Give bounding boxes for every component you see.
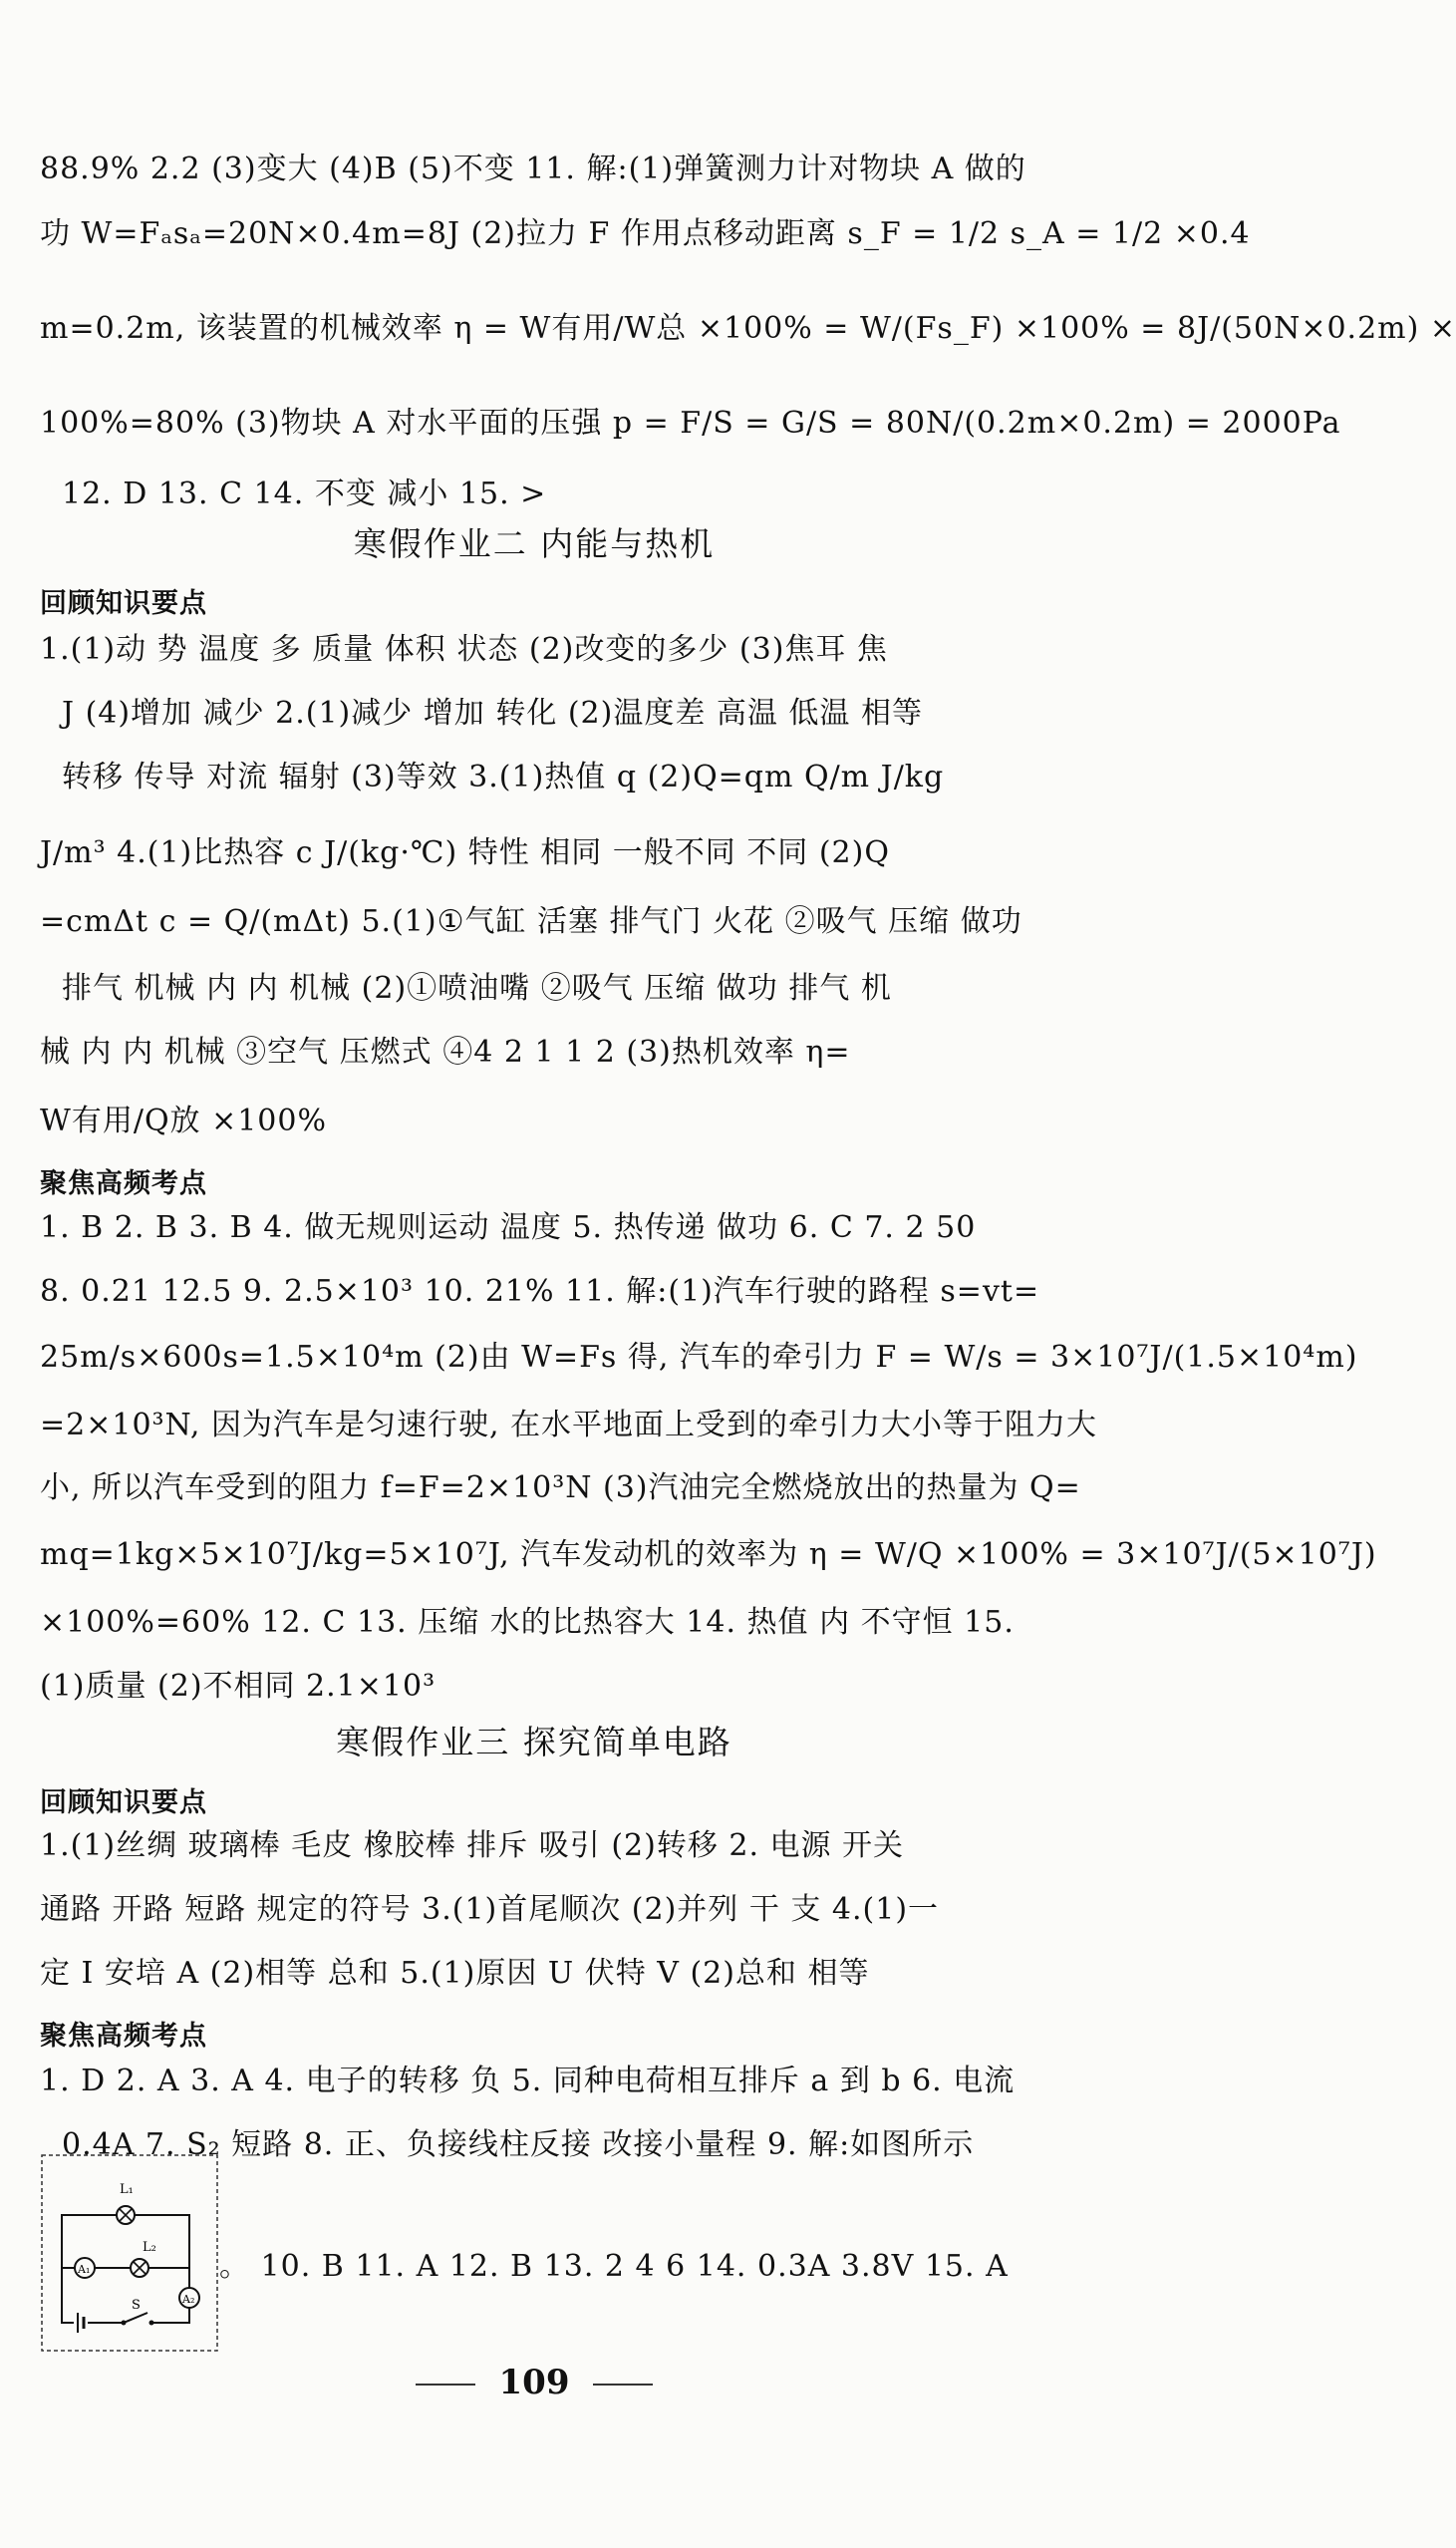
- section-heading: 聚焦高频考点: [40, 2021, 207, 2052]
- text-line: 1.(1)丝绸 玻璃棒 毛皮 橡胶棒 排斥 吸引 (2)转移 2. 电源 开关: [40, 1828, 905, 1863]
- dash-right: [593, 2384, 653, 2386]
- text-line: ×100%=60% 12. C 13. 压缩 水的比热容大 14. 热值 内 不守恒 15.: [40, 1605, 1015, 1640]
- text-line: 88.9% 2.2 (3)变大 (4)B (5)不变 11. 解:(1)弹簧测力计对物块 A 做的: [40, 152, 1026, 186]
- page-number-value: 109: [498, 2363, 570, 2402]
- section-title: 寒假作业二 内能与热机: [353, 524, 716, 563]
- text-line: (1)质量 (2)不相同 2.1×10³: [40, 1669, 437, 1704]
- text-line: 械 内 内 机械 ③空气 压燃式 ④4 2 1 1 2 (3)热机效率 η=: [40, 1035, 851, 1070]
- text-line: 通路 开路 短路 规定的符号 3.(1)首尾顺次 (2)并列 干 支 4.(1)一: [40, 1892, 940, 1927]
- text-line: mq=1kg×5×10⁷J/kg=5×10⁷J, 汽车发动机的效率为 η = W/Q ×100% = 3×10⁷J/(5×10⁷J): [40, 1537, 1377, 1572]
- section-heading: 回顾知识要点: [40, 1787, 207, 1818]
- section-heading: 聚焦高频考点: [40, 1168, 207, 1199]
- text-line: 。 10. B 11. A 12. B 13. 2 4 6 14. 0.3A 3.8V 15. A: [219, 2249, 1009, 2284]
- l2-label: L₂: [143, 2240, 156, 2255]
- a1-label: A₁: [78, 2263, 91, 2276]
- text-line: 25m/s×600s=1.5×10⁴m (2)由 W=Fs 得, 汽车的牵引力 F = W/s = 3×10⁷J/(1.5×10⁴m): [40, 1340, 1358, 1375]
- text-line: 功 W=Fₐsₐ=20N×0.4m=8J (2)拉力 F 作用点移动距离 s_F = 1/2 s_A = 1/2 ×0.4: [40, 216, 1251, 251]
- section-title: 寒假作业三 探究简单电路: [336, 1723, 732, 1761]
- section-heading: 回顾知识要点: [40, 588, 207, 619]
- text-line: 小, 所以汽车受到的阻力 f=F=2×10³N (3)汽油完全燃烧放出的热量为 Q=: [40, 1470, 1081, 1505]
- text-line: m=0.2m, 该装置的机械效率 η = W有用/W总 ×100% = W/(Fs_F) ×100% = 8J/(50N×0.2m) ×: [40, 311, 1456, 346]
- text-line: 0.4A 7. S₂ 短路 8. 正、负接线柱反接 改接小量程 9. 解:如图所示: [62, 2127, 975, 2162]
- page-number: [0, 2363, 1068, 2402]
- battery: [74, 2313, 88, 2333]
- text-line: =2×10³N, 因为汽车是匀速行驶, 在水平地面上受到的牵引力大小等于阻力大: [40, 1408, 1098, 1442]
- text-line: 转移 传导 对流 辐射 (3)等效 3.(1)热值 q (2)Q=qm Q/m J/kg: [62, 760, 945, 795]
- text-line: 8. 0.21 12.5 9. 2.5×10³ 10. 21% 11. 解:(1)汽车行驶的路程 s=vt=: [40, 1274, 1040, 1309]
- text-line: 100%=80% (3)物块 A 对水平面的压强 p = F/S = G/S = 80N/(0.2m×0.2m) = 2000Pa: [40, 406, 1341, 441]
- lamp-l1: [117, 2206, 135, 2224]
- text-line: 排气 机械 内 内 机械 (2)①喷油嘴 ②吸气 压缩 做功 排气 机: [62, 971, 892, 1006]
- l1-label: L₁: [120, 2182, 134, 2197]
- text-line: 12. D 13. C 14. 不变 减小 15. >: [62, 477, 547, 511]
- text-line: J (4)增加 减少 2.(1)减少 增加 转化 (2)温度差 高温 低温 相等: [62, 696, 923, 731]
- a2-label: A₂: [182, 2293, 195, 2306]
- text-line: 1.(1)动 势 温度 多 质量 体积 状态 (2)改变的多少 (3)焦耳 焦: [40, 632, 888, 667]
- circuit-diagram: [40, 2153, 219, 2353]
- dash-left: [416, 2384, 475, 2386]
- s-label: S: [132, 2298, 141, 2313]
- text-line: 1. B 2. B 3. B 4. 做无规则运动 温度 5. 热传递 做功 6. C 7. 2 50: [40, 1210, 977, 1245]
- switch-s: [122, 2311, 154, 2326]
- text-line: =cmΔt c = Q/(mΔt) 5.(1)①气缸 活塞 排气门 火花 ②吸气 压缩 做功: [40, 904, 1022, 939]
- lamp-l2: [131, 2259, 148, 2277]
- text-line: 定 I 安培 A (2)相等 总和 5.(1)原因 U 伏特 V (2)总和 相等: [40, 1956, 870, 1991]
- text-line: 1. D 2. A 3. A 4. 电子的转移 负 5. 同种电荷相互排斥 a 到 b 6. 电流: [40, 2064, 1016, 2098]
- text-line: J/m³ 4.(1)比热容 c J/(kg·℃) 特性 相同 一般不同 不同 (2)Q: [40, 835, 890, 870]
- text-line: W有用/Q放 ×100%: [40, 1104, 327, 1138]
